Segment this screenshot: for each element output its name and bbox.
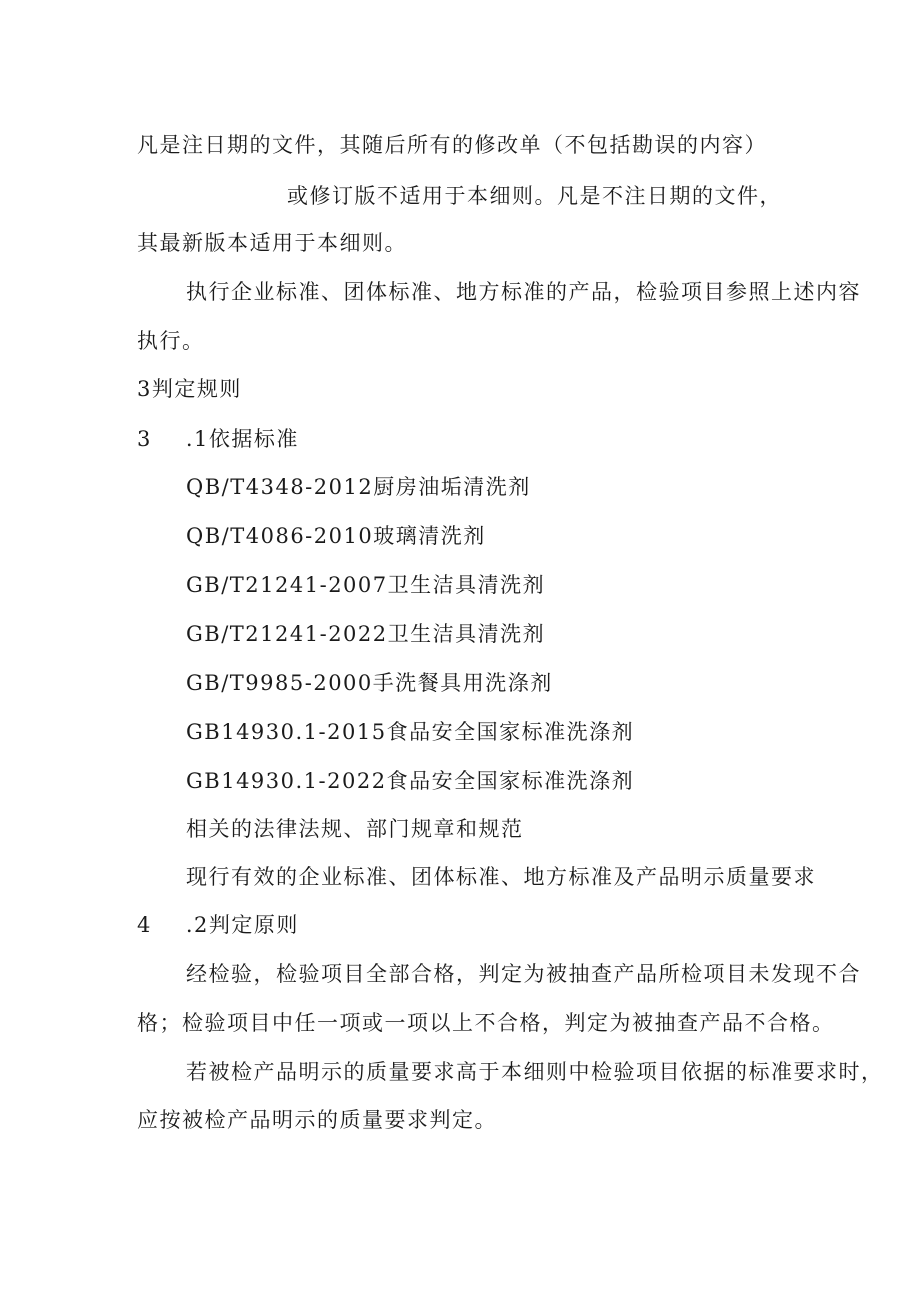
standard-item: GB14930.1-2022食品安全国家标准洗涤剂 [186,769,635,793]
subsection-heading [137,424,299,454]
paragraph-line: 执行企业标准、团体标准、地方标准的产品，检验项目参照上述内容 [186,280,861,304]
standard-item: GB/T9985-2000手洗餐具用洗涤剂 [186,671,553,695]
standard-item: GB/T21241-2022卫生洁具清洗剂 [186,622,546,646]
subsection-title: .2判定原则 [185,913,299,937]
subsection-number: 3 [137,427,152,451]
subsection-heading [137,910,299,940]
standard-item: QB/T4086-2010玻璃清洗剂 [186,524,486,548]
paragraph-line: 凡是注日期的文件，其随后所有的修改单（不包括勘误的内容） [137,133,767,157]
standard-item: GB/T21241-2007卫生洁具清洗剂 [186,573,546,597]
section-heading: 3判定规则 [137,377,242,401]
subsection-title: .1依据标准 [185,427,299,451]
principle-line: 若被检产品明示的质量要求高于本细则中检验项目依据的标准要求时， [186,1060,884,1084]
standard-item: QB/T4348-2012厨房油垢清洗剂 [186,475,531,499]
subsection-number: 4 [137,913,152,937]
paragraph-line: 执行。 [137,329,205,353]
standard-item: 现行有效的企业标准、团体标准、地方标准及产品明示质量要求 [186,865,816,889]
principle-line: 应按被检产品明示的质量要求判定。 [137,1108,497,1132]
principle-line: 格；检验项目中任一项或一项以上不合格，判定为被抽查产品不合格。 [137,1011,835,1035]
paragraph-line: 或修订版不适用于本细则。凡是不注日期的文件， [287,184,782,208]
paragraph-line: 其最新版本适用于本细则。 [137,231,407,255]
standard-item: GB14930.1-2015食品安全国家标准洗涤剂 [186,720,635,744]
standard-item: 相关的法律法规、部门规章和规范 [186,817,524,841]
principle-line: 经检验，检验项目全部合格，判定为被抽查产品所检项目未发现不合 [186,962,861,986]
